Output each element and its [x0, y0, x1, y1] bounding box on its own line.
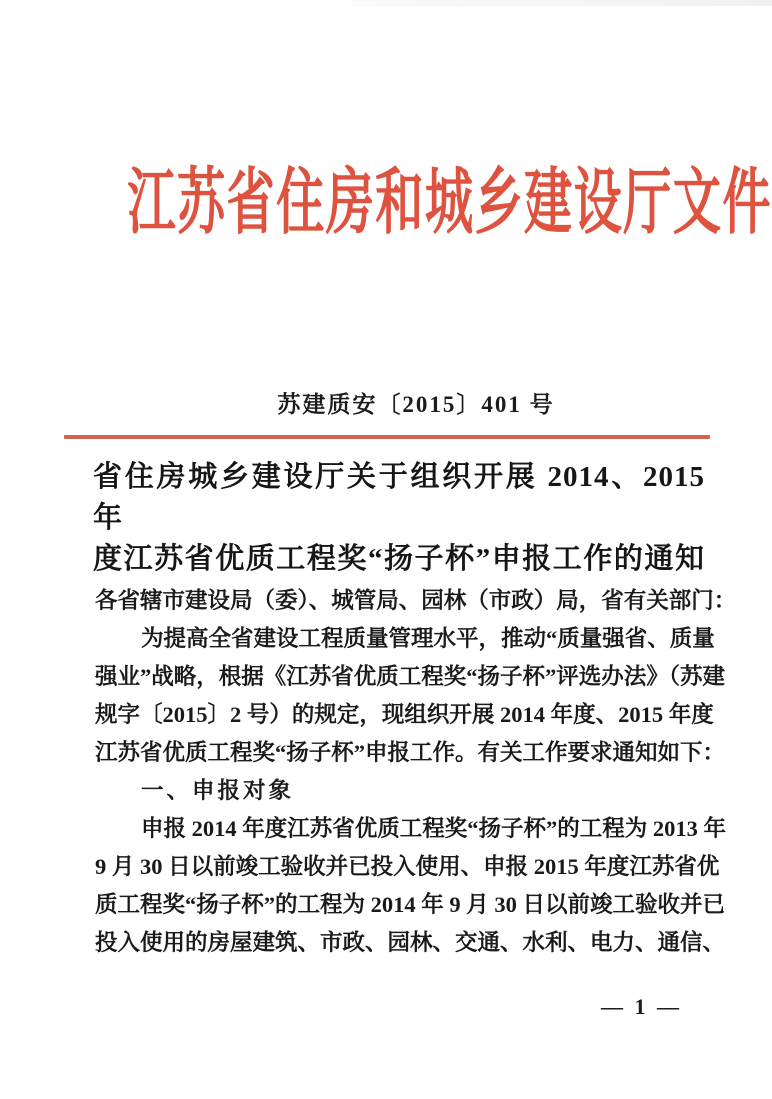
body-salutation-line: 各省辖市建设局（委）、城管局、园林（市政）局，省有关部门：: [95, 588, 737, 613]
scan-artifact: [352, 0, 772, 6]
page-number: — 1 —: [601, 994, 682, 1019]
body-paragraph-line: 江苏省优质工程奖“扬子杯”申报工作。有关工作要求通知如下：: [95, 740, 726, 765]
document-title: [93, 457, 705, 580]
agency-letterhead-title: 江苏省住房和城乡建设厅文件: [127, 163, 772, 243]
red-divider-line: [64, 435, 710, 439]
body-paragraph-line: 强业”战略，根据《江苏省优质工程奖“扬子杯”评选办法》（苏建: [95, 664, 726, 689]
document-title-line-1: 省住房城乡建设厅关于组织开展 2014、2015 年: [93, 461, 705, 534]
body-paragraph-line: 为提高全省建设工程质量管理水平，推动“质量强省、质量: [141, 626, 715, 651]
document-body: [95, 582, 737, 962]
document-reference-number: 苏建质安〔2015〕401 号: [277, 392, 555, 417]
body-paragraph-line: 9 月 30 日以前竣工验收并已投入使用、申报 2015 年度江苏省优: [95, 854, 720, 879]
body-paragraph-line: 申报 2014 年度江苏省优质工程奖“扬子杯”的工程为 2013 年: [141, 816, 727, 841]
section-heading-application-targets: 一、申报对象: [141, 778, 295, 803]
document-title-line-2: 度江苏省优质工程奖“扬子杯”申报工作的通知: [93, 543, 705, 575]
body-paragraph-line: 质工程奖“扬子杯”的工程为 2014 年 9 月 30 日以前竣工验收并已: [95, 892, 726, 917]
body-paragraph-line: 投入使用的房屋建筑、市政、园林、交通、水利、电力、通信、: [95, 930, 726, 955]
body-paragraph-line: 规字〔2015〕2 号）的规定，现组织开展 2014 年度、2015 年度: [95, 702, 714, 727]
